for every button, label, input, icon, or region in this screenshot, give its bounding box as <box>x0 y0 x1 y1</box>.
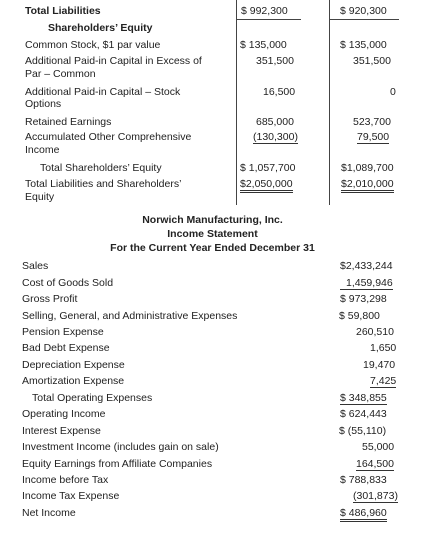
equity-row-label: Additional Paid-in Capital in Excess of <box>25 55 202 67</box>
total-liab-equity-c1: $2,050,000 <box>240 178 293 193</box>
income-row-label: Amortization Expense <box>22 375 125 387</box>
income-row-label: Cost of Goods Sold <box>22 277 114 289</box>
income-row-label: Income Tax Expense <box>22 490 120 502</box>
statement-title: Income Statement <box>167 228 258 240</box>
equity-row-label: Retained Earnings <box>25 116 112 128</box>
equity-row-c2: 351,500 <box>353 55 391 67</box>
equity-row-c2: 0 <box>390 86 396 98</box>
income-row-value: 260,510 <box>356 326 394 338</box>
income-row-value: 1,459,946 <box>340 277 393 290</box>
equity-row-label-cont: Income <box>25 144 60 156</box>
total-equity-c1: $ 1,057,700 <box>240 162 296 174</box>
income-row-label: Operating Income <box>22 408 106 420</box>
income-row-value: $ 59,800 <box>339 310 380 322</box>
income-row-value: 1,650 <box>370 342 397 354</box>
income-row-value: $ 973,298 <box>340 293 387 305</box>
net-income-value: $ 486,960 <box>340 507 387 522</box>
equity-row-c2: 523,700 <box>353 116 391 128</box>
income-row-value: 55,000 <box>362 441 395 453</box>
total-liabilities-c2: $ 920,300 <box>340 5 387 17</box>
equity-row-c1: 16,500 <box>263 86 296 98</box>
income-row-label: Sales <box>22 260 49 272</box>
total-liab-equity-label-cont: Equity <box>25 191 55 203</box>
total-equity-c2: $1,089,700 <box>341 162 394 174</box>
income-row-label: Interest Expense <box>22 425 101 437</box>
income-row-label: Gross Profit <box>22 293 78 305</box>
income-row-value: $ 788,833 <box>340 474 387 486</box>
income-row-value: 19,470 <box>363 359 396 371</box>
total-equity-label: Total Shareholders’ Equity <box>40 162 162 174</box>
income-row-label: Total Operating Expenses <box>32 392 153 404</box>
header-rule <box>236 19 301 20</box>
equity-row-c1: 685,000 <box>256 116 294 128</box>
equity-header: Shareholders’ Equity <box>48 22 153 34</box>
equity-row-c1: (130,300) <box>253 131 298 143</box>
income-row-value: 164,500 <box>356 458 394 470</box>
equity-row-label: Additional Paid-in Capital – Stock <box>25 86 181 98</box>
income-row-value: (301,873) <box>353 490 398 502</box>
equity-row-label-cont: Options <box>25 98 62 110</box>
equity-row-c1: 351,500 <box>256 55 294 67</box>
income-row-value: $ (55,110) <box>339 425 387 437</box>
equity-row-c2: $ 135,000 <box>340 39 387 51</box>
income-row-value: 7,425 <box>370 375 397 387</box>
income-row-value: $ 348,855 <box>340 392 387 404</box>
income-row-label: Income before Tax <box>22 474 109 486</box>
total-liabilities-label: Total Liabilities <box>25 5 101 17</box>
total-liab-equity-label: Total Liabilities and Shareholders’ <box>25 178 182 190</box>
income-row-value: $2,433,244 <box>340 260 393 272</box>
income-row-label: Net Income <box>22 507 76 519</box>
column-divider <box>329 0 330 205</box>
equity-row-label: Common Stock, $1 par value <box>25 39 161 51</box>
equity-row-c2: 79,500 <box>357 131 390 143</box>
equity-row-label: Accumulated Other Comprehensive <box>25 131 192 143</box>
total-liab-equity-c2: $2,010,000 <box>341 178 394 193</box>
equity-row-c1: $ 135,000 <box>240 39 287 51</box>
income-row-label: Pension Expense <box>22 326 104 338</box>
income-row-label: Bad Debt Expense <box>22 342 110 354</box>
company-name: Norwich Manufacturing, Inc. <box>142 214 283 226</box>
income-row-label: Depreciation Expense <box>22 359 125 371</box>
header-rule <box>329 19 399 20</box>
equity-row-label-cont: Par – Common <box>25 68 96 80</box>
income-row-label: Investment Income (includes gain on sale) <box>22 441 219 453</box>
column-divider <box>236 0 237 205</box>
income-row-value: $ 624,443 <box>340 408 387 420</box>
total-liabilities-c1: $ 992,300 <box>241 5 288 17</box>
income-row-label: Selling, General, and Administrative Expenses <box>22 310 238 322</box>
income-row-label: Equity Earnings from Affiliate Companies <box>22 458 213 470</box>
statement-period: For the Current Year Ended December 31 <box>110 242 315 254</box>
